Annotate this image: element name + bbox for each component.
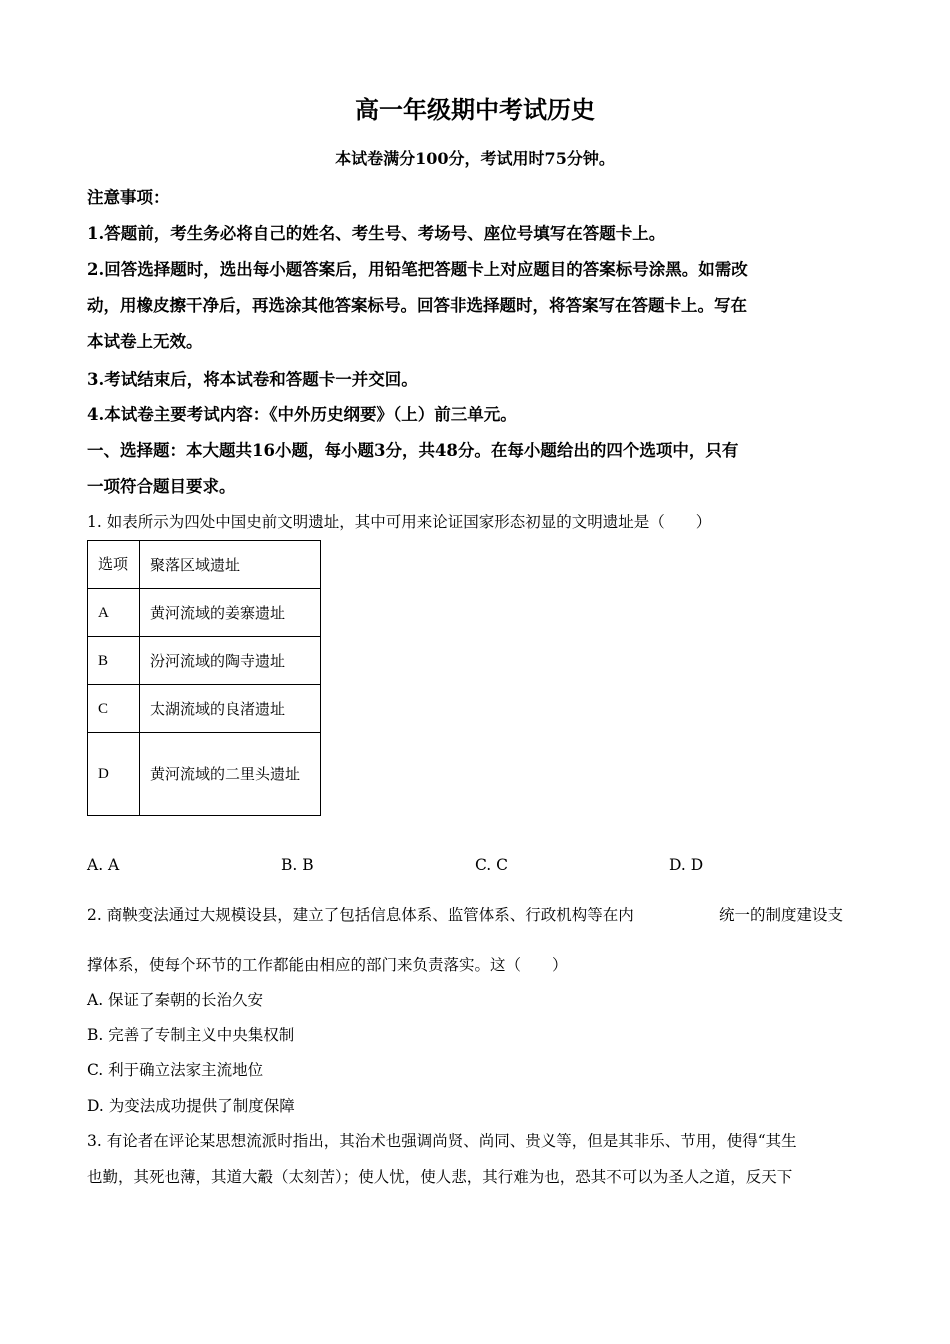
- table-row: [88, 685, 321, 733]
- question-2-stem-part-2: 统一的制度建设支: [719, 906, 844, 924]
- table-cell-site: 汾河流域的陶寺遗址: [140, 637, 321, 685]
- table-row: [88, 637, 321, 685]
- question-2-option-d: D. 为变法成功提供了制度保障: [87, 1097, 295, 1115]
- page-title: 高一年级期中考试历史: [355, 95, 595, 124]
- notice-item-3: 3.考试结束后，将本试卷和答题卡一并交回。: [87, 370, 418, 389]
- question-1-option-b: B. B: [281, 856, 314, 874]
- table-header-cell: 聚落区域遗址: [140, 541, 321, 589]
- question-1-option-a: A. A: [87, 856, 120, 874]
- table-row: [88, 733, 321, 816]
- notice-item-1: 1.答题前，考生务必将自己的姓名、考生号、考场号、座位号填写在答题卡上。: [87, 224, 666, 243]
- question-1-table: [87, 540, 321, 816]
- question-3-stem-line-1: 3. 有论者在评论某思想流派时指出，其治术也强调尚贤、尚同、贵义等，但是其非乐、节用，使得“其生: [87, 1132, 797, 1150]
- table-cell-option: B: [88, 637, 140, 685]
- table-row: [88, 589, 321, 637]
- table-cell-site: 太湖流域的良渚遗址: [140, 685, 321, 733]
- question-1-option-c: C. C: [475, 856, 509, 874]
- table-cell-option: A: [88, 589, 140, 637]
- question-1-stem: 1. 如表所示为四处中国史前文明遗址，其中可用来论证国家形态初显的文明遗址是（ ）: [87, 513, 712, 531]
- question-2-option-b: B. 完善了专制主义中央集权制: [87, 1026, 295, 1044]
- table-header-row: [88, 541, 321, 589]
- question-2-option-c: C. 利于确立法家主流地位: [87, 1061, 264, 1079]
- notice-item-2-line-3: 本试卷上无效。: [87, 332, 203, 351]
- notice-item-2-line-2: 动，用橡皮擦干净后，再选涂其他答案标号。回答非选择题时，将答案写在答题卡上。写在: [87, 296, 747, 315]
- exam-subtitle: 本试卷满分100分，考试用时75分钟。: [335, 149, 615, 168]
- table-cell-option: D: [88, 733, 140, 816]
- question-2-option-a: A. 保证了秦朝的长治久安: [87, 991, 264, 1009]
- notice-heading: 注意事项：: [87, 188, 170, 207]
- table-cell-option: C: [88, 685, 140, 733]
- notice-item-4: 4.本试卷主要考试内容：《中外历史纲要》（上）前三单元。: [87, 405, 517, 424]
- question-1-option-d: D. D: [669, 856, 704, 874]
- question-2-stem-line-2: 撑体系，使每个环节的工作都能由相应的部门来负责落实。这（ ）: [87, 956, 568, 974]
- notice-item-2-line-1: 2.回答选择题时，选出每小题答案后，用铅笔把答题卡上对应题目的答案标号涂黑。如需改: [87, 260, 748, 279]
- section-heading-line-1: 一、选择题：本大题共16小题，每小题3分，共48分。在每小题给出的四个选项中，只有: [87, 441, 739, 460]
- section-heading-line-2: 一项符合题目要求。: [87, 477, 236, 496]
- table-header-cell: 选项: [88, 541, 140, 589]
- question-3-stem-line-2: 也勤，其死也薄，其道大觳（太刻苦）；使人忧，使人悲，其行难为也，恐其不可以为圣人之道，反天下: [87, 1168, 793, 1186]
- question-2-stem-part-1: 2. 商鞅变法通过大规模设县，建立了包括信息体系、监管体系、行政机构等在内: [87, 906, 634, 924]
- table-cell-site: 黄河流域的二里头遗址: [140, 733, 321, 816]
- table-cell-site: 黄河流域的姜寨遗址: [140, 589, 321, 637]
